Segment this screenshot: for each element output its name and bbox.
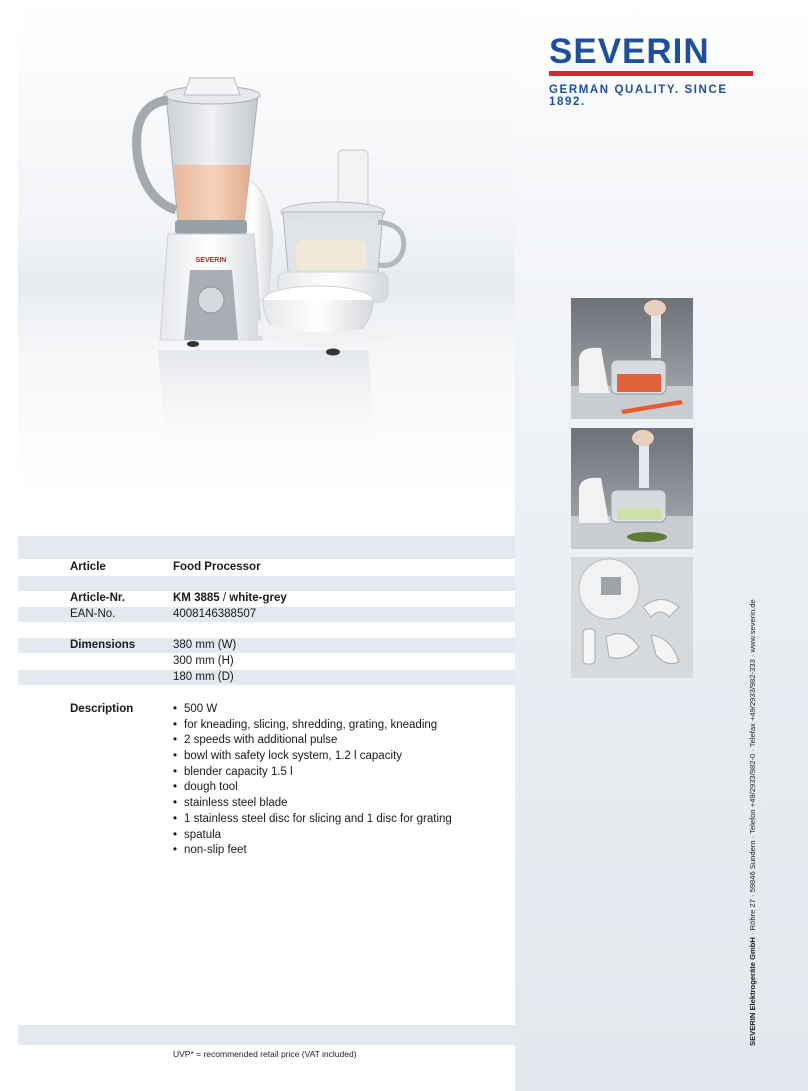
list-item: • 500 W [173, 702, 452, 718]
dimension-depth: 180 mm (D) [173, 671, 234, 683]
bullet: • [173, 797, 178, 810]
thumbnail-slicing-carrots [571, 298, 693, 419]
bullet: • [173, 765, 178, 778]
list-item: • blender capacity 1.5 l [173, 765, 452, 781]
article-nr-label: Article-Nr. [70, 592, 125, 604]
bullet: • [173, 718, 178, 731]
band-footer [18, 1025, 515, 1045]
ean-label: EAN-No. [70, 608, 116, 620]
brand-red-bar [549, 71, 753, 76]
dimension-height: 300 mm (H) [173, 655, 234, 667]
list-item: • dough tool [173, 780, 452, 796]
article-nr-number: KM 3885 [173, 592, 220, 604]
band-header [18, 536, 515, 559]
company-address [748, 599, 757, 1046]
list-item: • non-slip feet [173, 843, 452, 859]
bullet: • [173, 844, 178, 857]
bullet: • [173, 812, 178, 825]
company-name: SEVERIN Elektrogeräte GmbH [748, 937, 757, 1046]
band-separator-1 [18, 576, 515, 591]
list-item: • 1 stainless steel disc for slicing and 1 disc for grating [173, 812, 452, 828]
list-item: • for kneading, slicing, shredding, grating, kneading [173, 718, 452, 734]
article-nr-separator: / [219, 592, 230, 604]
article-label: Article [70, 561, 106, 573]
brand-name: SEVERIN [549, 32, 710, 71]
dimension-width: 380 mm (W) [173, 639, 237, 651]
list-item: • stainless steel blade [173, 796, 452, 812]
bullet: • [173, 781, 178, 794]
description-list [173, 702, 452, 859]
thumbnail-accessories [571, 557, 693, 678]
bullet: • [173, 703, 178, 715]
company-contact: · Röhre 27 · 59846 Sundern · Telefon +49/2933/982-0 · Telefax +49/2933/982-333 · www.severin.de [748, 599, 757, 938]
article-value: Food Processor [173, 561, 261, 573]
brand-logo [549, 34, 753, 108]
ean-value: 4008146388507 [173, 608, 257, 620]
bullet: • [173, 734, 178, 747]
dimensions-label: Dimensions [70, 639, 136, 651]
description-label: Description [70, 703, 134, 715]
band-dimensions-d [18, 670, 515, 685]
bullet: • [173, 750, 178, 763]
article-nr-variant: white-grey [229, 592, 287, 604]
list-item: • spatula [173, 828, 452, 844]
thumbnail-slicing-cucumber [571, 428, 693, 549]
product-hero-image [18, 0, 515, 500]
device-brand-label: SEVERIN [195, 257, 227, 264]
footnote-uvp: UVP* = recommended retail price (VAT included) [173, 1049, 357, 1059]
bullet: • [173, 828, 178, 841]
brand-tagline: GERMAN QUALITY. SINCE 1892. [549, 84, 728, 108]
article-nr-value [173, 592, 287, 604]
list-item: • 2 speeds with additional pulse [173, 733, 452, 749]
list-item: • bowl with safety lock system, 1.2 l capacity [173, 749, 452, 765]
food-processor-illustration [18, 0, 515, 500]
